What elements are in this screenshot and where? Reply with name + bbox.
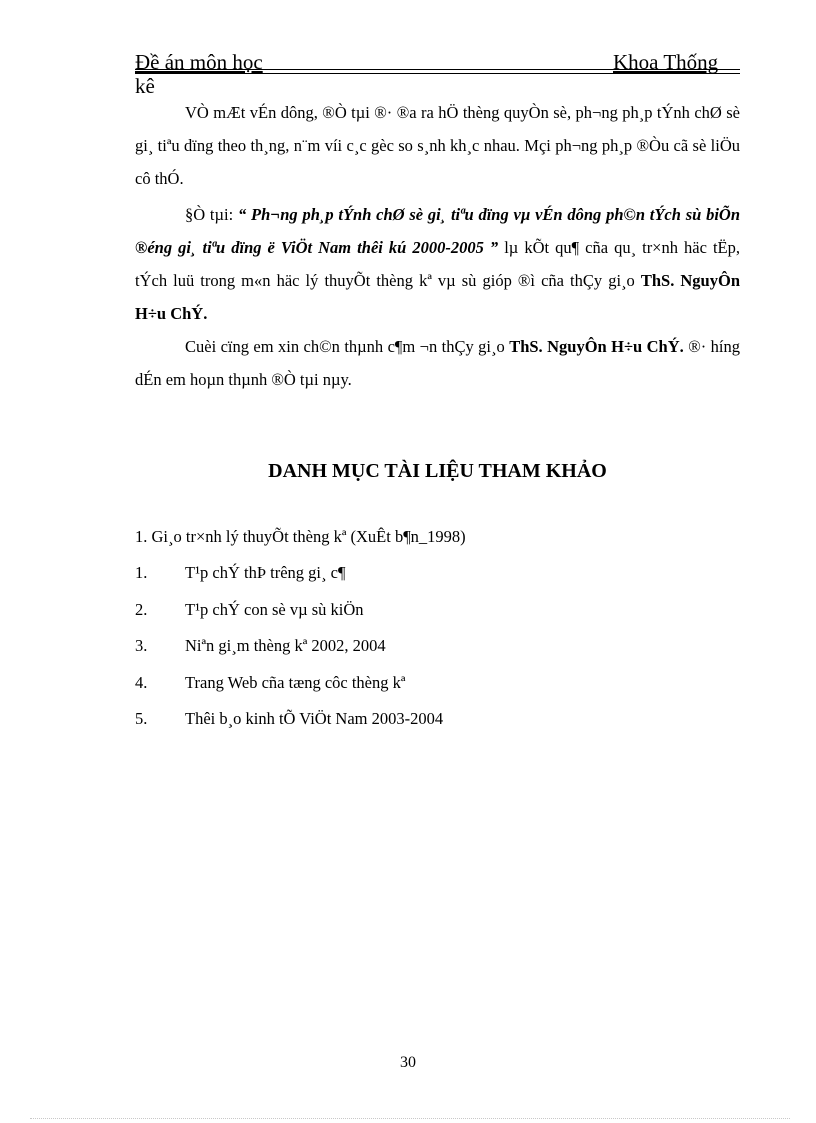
list-item bbox=[135, 673, 740, 710]
ack-suffix: ®· híng dÉn em hoµn thµnh ®Ò tµi nµy. bbox=[135, 337, 740, 389]
page-number: 30 bbox=[400, 1054, 416, 1071]
list-item bbox=[135, 563, 740, 600]
ack-prefix: Cuèi cïng em xin ch©n thµnh c¶m ¬n thÇy gi¸o bbox=[185, 337, 510, 356]
header-faculty-name: Khoa Thống bbox=[613, 50, 719, 74]
header-rule-bottom bbox=[135, 73, 740, 74]
list-item-number: 3. bbox=[135, 636, 148, 655]
bibliography-title: DANH MỤC TÀI LIỆU THAM KHẢO bbox=[268, 460, 607, 482]
list-item-number: 4. bbox=[135, 672, 148, 692]
paragraph-application: VÒ mÆt vÉn dông, ®Ò tµi ®· ®a ra hÖ thèng quyÒn sè, ph¬ng ph¸p tÝnh chØ sè gi¸ tiªu dïng theo th¸ng, n¨m víi c¸c gèc so s¸nh kh¸c nhau. Mçi ph¬ng ph¸p ®Òu cã sè liÖu cô thÓ. bbox=[135, 103, 740, 188]
list-item-number: 1. bbox=[135, 563, 148, 582]
list-item-text: Trang Web cña tæng côc thèng kª bbox=[185, 672, 406, 692]
topic-prefix: §Ò tµi: bbox=[185, 205, 238, 224]
paragraph-thesis-topic bbox=[135, 198, 740, 330]
list-item-text: T¹p chÝ thÞ trêng gi¸ c¶ bbox=[185, 563, 346, 582]
list-item bbox=[135, 709, 740, 746]
list-item-text: T¹p chÝ con sè vµ sù kiÖn bbox=[185, 599, 364, 619]
bibliography-intro-item: 1. Gi¸o tr×nh lý thuyÕt thèng kª (XuÊt b¶n_1998) bbox=[135, 527, 466, 546]
advisor-name: ThS. NguyÔn H÷u ChÝ. bbox=[509, 337, 684, 356]
list-item-number: 5. bbox=[135, 709, 148, 728]
header-faculty-name-wrap: kê bbox=[135, 74, 155, 98]
list-item-number: 2. bbox=[135, 599, 148, 619]
page-bottom-border bbox=[30, 1118, 790, 1119]
list-item bbox=[135, 600, 740, 637]
topic-title: “ Ph¬ng ph¸p tÝnh chØ sè gi¸ tiªu dïng vµ vÉn dông ph©n tÝch sù biÕn ®éng gi¸ tiªu dïng ë ViÖt Nam thêi kú 2000-2005 ” bbox=[135, 205, 740, 257]
paragraph-acknowledgement bbox=[135, 330, 740, 396]
list-item-text: Thêi b¸o kinh tÕ ViÖt Nam 2003-2004 bbox=[185, 709, 444, 728]
topic-middle: lµ kÕt qu¶ cña qu¸ tr×nh häc tËp, tÝch luü trong m«n häc lý thuyÕt thèng kª vµ sù gióp ®ì cña thÇy gi¸o bbox=[135, 238, 741, 290]
header-course-title: Đề án môn học bbox=[135, 50, 263, 74]
list-item bbox=[135, 636, 740, 673]
list-item-text: Niªn gi¸m thèng kª 2002, 2004 bbox=[185, 636, 386, 655]
advisor-name: ThS. NguyÔn H÷u ChÝ. bbox=[135, 271, 740, 323]
header-rule-top bbox=[135, 69, 740, 70]
bibliography-list bbox=[135, 563, 740, 746]
